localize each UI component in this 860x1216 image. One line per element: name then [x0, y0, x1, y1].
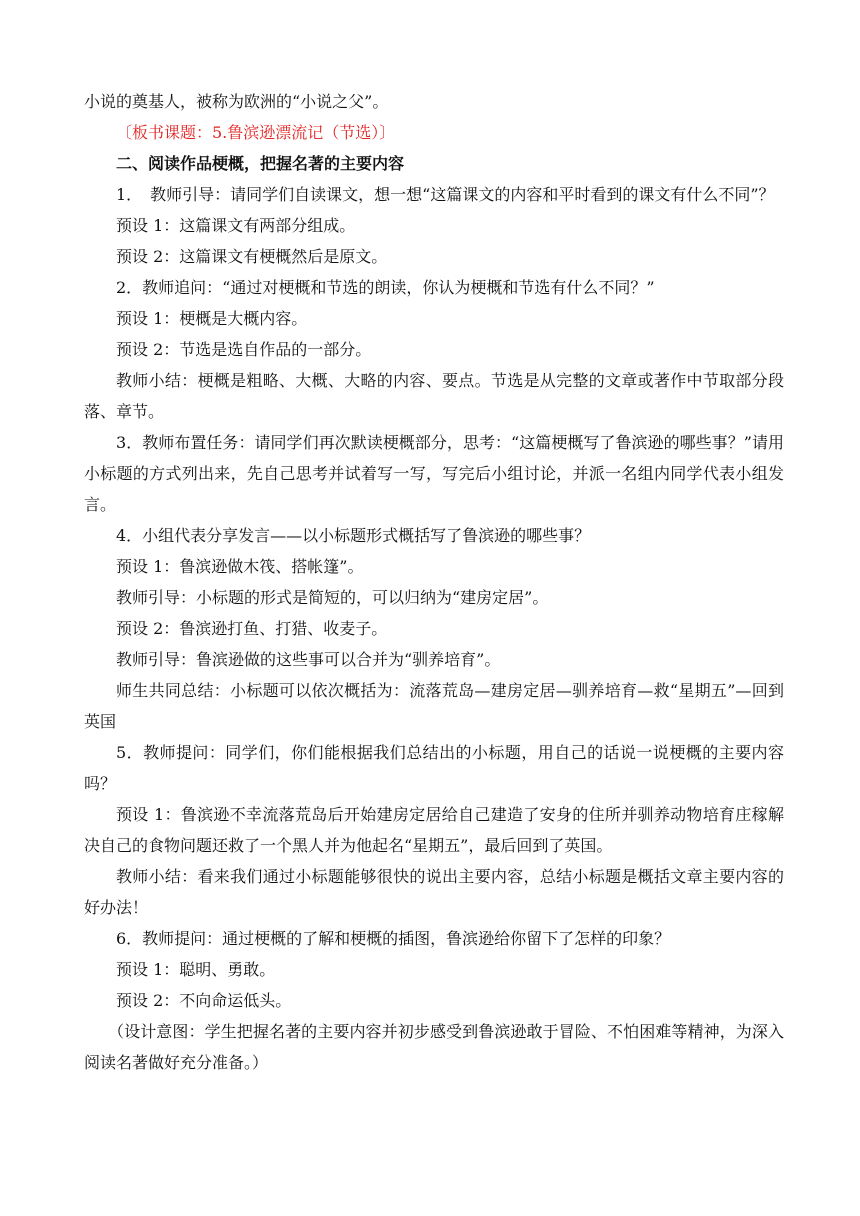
paragraph-step-1: 1． 教师引导：请同学们自读课文，想一想“这篇课文的内容和平时看到的课文有什么不同”？: [116, 185, 775, 204]
paragraph-step-3: 3．教师布置任务：请同学们再次默读梗概部分，思考：“这篇梗概写了鲁滨逊的哪些事？”请用小标题的方式列出来，先自己思考并试着写一写，写完后小组讨论，并派一名组内同学代表小组发言。: [84, 433, 784, 514]
paragraph-intro-continuation: 小说的奠基人，被称为欧洲的“小说之父”。: [84, 92, 389, 111]
paragraph-preset-1b: 预设 2：这篇课文有梗概然后是原文。: [116, 247, 388, 266]
paragraph-step-5: 5．教师提问：同学们，你们能根据我们总结出的小标题，用自己的话说一说梗概的主要内容吗？: [84, 743, 784, 793]
paragraph-teacher-guide-4b: 教师引导：鲁滨逊做的这些事可以合并为“驯养培育”。: [116, 650, 501, 669]
paragraph-step-4: 4．小组代表分享发言——以小标题形式概括写了鲁滨逊的哪些事？: [116, 526, 591, 545]
paragraph-teacher-summary-1: 教师小结：梗概是粗略、大概、大略的内容、要点。节选是从完整的文章或著作中节取部分段落、章节。: [84, 371, 784, 421]
paragraph-preset-4a: 预设 1：鲁滨逊做木筏、搭帐篷”。: [116, 557, 364, 576]
document-body: [84, 86, 784, 1078]
paragraph-preset-5a: 预设 1：鲁滨逊不幸流落荒岛后开始建房定居给自己建造了安身的住所并驯养动物培育庄稼解决自己的食物问题还救了一个黑人并为他起名“星期五”，最后回到了英国。: [84, 805, 784, 855]
paragraph-joint-summary: 师生共同总结：小标题可以依次概括为：流落荒岛—建房定居—驯养培育—救“星期五”—回到英国: [84, 681, 784, 731]
paragraph-teacher-summary-2: 教师小结：看来我们通过小标题能够很快的说出主要内容，总结小标题是概括文章主要内容的好办法！: [84, 867, 784, 917]
board-title-note: 〔板书课题：5.鲁滨逊漂流记（节选）〕: [116, 123, 396, 142]
paragraph-preset-1a: 预设 1：这篇课文有两部分组成。: [116, 216, 356, 235]
paragraph-teacher-guide-4a: 教师引导：小标题的形式是简短的，可以归纳为“建房定居”。: [116, 588, 549, 607]
paragraph-step-6: 6．教师提问：通过梗概的了解和梗概的插图，鲁滨逊给你留下了怎样的印象？: [116, 929, 671, 948]
paragraph-preset-6a: 预设 1：聪明、勇敢。: [116, 960, 276, 979]
paragraph-preset-4b: 预设 2：鲁滨逊打鱼、打猎、收麦子。: [116, 619, 388, 638]
paragraph-preset-2b: 预设 2：节选是选自作品的一部分。: [116, 340, 372, 359]
paragraph-design-intent: （设计意图：学生把握名著的主要内容并初步感受到鲁滨逊敢于冒险、不怕困难等精神，为深入阅读名著做好充分准备。）: [84, 1022, 784, 1072]
paragraph-preset-2a: 预设 1：梗概是大概内容。: [116, 309, 308, 328]
paragraph-preset-6b: 预设 2：不向命运低头。: [116, 991, 292, 1010]
section-heading: 二、阅读作品梗概，把握名著的主要内容: [116, 154, 405, 173]
paragraph-step-2: 2．教师追问：“通过对梗概和节选的朗读，你认为梗概和节选有什么不同？”: [116, 278, 655, 297]
